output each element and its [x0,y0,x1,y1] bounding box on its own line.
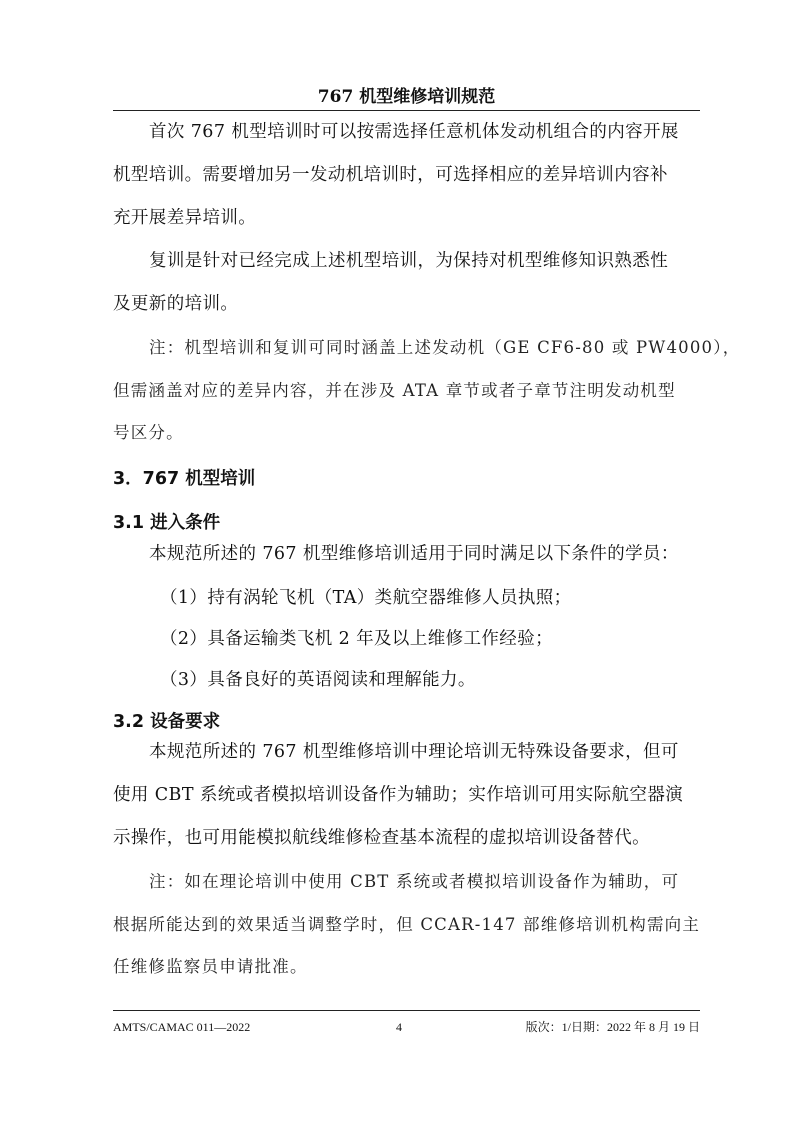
page-header-title: 767 机型维修培训规范 [317,87,496,107]
list-item: （1）持有涡轮飞机（TA）类航空器维修人员执照； [160,588,572,608]
equipment-line-1: 本规范所述的 767 机型维修培训中理论培训无特殊设备要求，但可 [149,742,679,762]
note-engine-line-2: 但需涵盖对应的差异内容，并在涉及 ATA 章节或者子章节注明发动机型 [113,381,676,400]
footer-divider [113,1010,700,1011]
footer-version-date: 版次：1/日期：2022 年 8 月 19 日 [525,1020,700,1034]
section-3-heading: 3．767 机型培训 [113,469,256,489]
note-cbt-line-1: 注：如在理论培训中使用 CBT 系统或者模拟培训设备作为辅助，可 [149,872,680,891]
section-3-1-lead: 本规范所述的 767 机型维修培训适用于同时满足以下条件的学员： [149,544,679,564]
footer-page-number: 4 [396,1020,402,1034]
equipment-line-3: 示操作，也可用能模拟航线维修检查基本流程的虚拟培训设备替代。 [113,828,650,848]
recurrent-line-1: 复训是针对已经完成上述机型培训，为保持对机型维修知识熟悉性 [149,251,669,271]
list-item: （3）具备良好的英语阅读和理解能力。 [160,670,476,690]
note-engine-line-1: 注：机型培训和复训可同时涵盖上述发动机（GE CF6-80 或 PW4000）， [149,338,741,357]
section-3-2-heading: 3.2 设备要求 [113,712,221,732]
section-3-1-heading: 3.1 进入条件 [113,513,221,533]
intro-line-2: 机型培训。需要增加另一发动机培训时，可选择相应的差异培训内容补 [113,165,668,185]
note-engine-line-3: 号区分。 [113,423,184,442]
intro-line-1: 首次 767 机型培训时可以按需选择任意机体发动机组合的内容开展 [149,122,679,142]
note-cbt-line-3: 任维修监察员申请批准。 [113,957,308,976]
footer-document-id: AMTS/CAMAC 011—2022 [113,1020,251,1034]
list-item: （2）具备运输类飞机 2 年及以上维修工作经验； [160,629,553,649]
intro-line-3: 充开展差异培训。 [113,208,257,228]
note-cbt-line-2: 根据所能达到的效果适当调整学时，但 CCAR-147 部维修培训机构需向主 [113,915,701,934]
equipment-line-2: 使用 CBT 系统或者模拟培训设备作为辅助；实作培训可用实际航空器演 [113,785,684,805]
recurrent-line-2: 及更新的培训。 [113,294,239,314]
